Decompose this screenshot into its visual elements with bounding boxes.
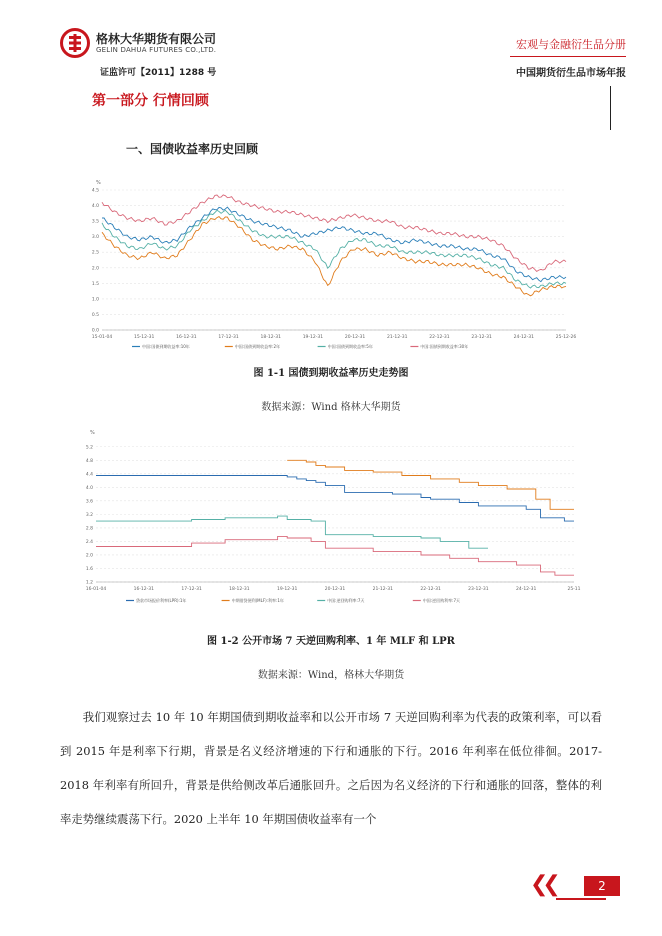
x-tick-label: 20-12-31 bbox=[324, 587, 346, 592]
y-tick-label: 4.0 bbox=[85, 485, 93, 491]
header-vertical-rule bbox=[610, 86, 611, 130]
x-tick-label: 16-01-04 bbox=[85, 587, 107, 592]
figure1-source: 数据来源：Wind 格林大华期货 bbox=[261, 402, 401, 413]
x-tick-label: 24-12-31 bbox=[515, 587, 537, 592]
paragraph-text: 我们观察过去 10 年 10 年期国债到期收益率和以公开市场 7 天逆回购利率为代表的政策利率，可以看到 2015 年是利率下行期，背景是名义经济增速的下行和通胀的下行。2016 年利率在低位徘徊。2017-2018 年利率有所回升，背景是供给侧改革后通胀回升。之后因为名义经济的下行和通胀的回落，整体的利率走势继续震荡下行。2020 上半年 10 年期国债收益率有一个 bbox=[60, 710, 602, 826]
x-tick-label: 21-12-31 bbox=[387, 335, 408, 340]
x-tick-label: 21-12-31 bbox=[372, 587, 394, 592]
body-paragraph bbox=[60, 700, 602, 836]
legend-label: 中国:逆回购利率:7天 bbox=[422, 598, 461, 603]
y-tick-label: 4.4 bbox=[85, 472, 93, 478]
y-tick-label: 2.0 bbox=[85, 553, 93, 559]
header-rule bbox=[510, 56, 626, 57]
x-tick-label: 17-12-31 bbox=[218, 335, 239, 340]
x-tick-label: 22-12-31 bbox=[429, 335, 450, 340]
footer-rule bbox=[556, 898, 606, 900]
company-name-en: GELIN DAHUA FUTURES CO.,LTD. bbox=[96, 46, 217, 54]
chart-policy-rates bbox=[84, 426, 582, 608]
legend-label: 贷款市场报价利率(LPR):1年 bbox=[136, 598, 187, 603]
y-tick-label: 3.6 bbox=[85, 499, 93, 505]
y-tick-label: 2.0 bbox=[91, 266, 99, 272]
y-unit-label: % bbox=[90, 430, 95, 436]
x-tick-label: 23-12-31 bbox=[468, 587, 489, 592]
y-unit-label: % bbox=[96, 180, 101, 186]
legend-label: 中国:国债到期收益率:30年 bbox=[420, 344, 469, 349]
y-tick-label: 1.5 bbox=[91, 281, 99, 287]
section-title: 一、国债收益率历史回顾 bbox=[126, 142, 259, 156]
y-tick-label: 3.2 bbox=[85, 512, 93, 518]
x-tick-label: 23-12-31 bbox=[471, 335, 492, 340]
x-tick-label: 18-12-31 bbox=[260, 335, 281, 340]
company-logo bbox=[60, 28, 90, 58]
legend-label: 中国:国债到期收益率:2年 bbox=[234, 344, 281, 349]
company-name-cn: 格林大华期货有限公司 bbox=[96, 32, 217, 46]
y-tick-label: 1.0 bbox=[91, 297, 99, 303]
x-tick-label: 16-12-31 bbox=[133, 587, 155, 592]
x-tick-label: 22-12-31 bbox=[420, 587, 441, 592]
legend-label: 中国:逆回购利率:7天 bbox=[327, 598, 365, 603]
series-line-2 bbox=[96, 516, 488, 548]
x-tick-label: 15-01-04 bbox=[91, 335, 113, 340]
report-title: 中国期货衍生品市场年报 bbox=[516, 68, 626, 79]
chart-bond-yields bbox=[88, 172, 577, 354]
x-tick-label: 16-12-31 bbox=[176, 335, 197, 340]
x-tick-label: 19-12-31 bbox=[302, 335, 324, 340]
series-line-1 bbox=[287, 460, 574, 509]
department-title: 宏观与金融衍生品分册 bbox=[516, 38, 626, 51]
legend-label: 中国:国债到期收益率:5年 bbox=[327, 344, 373, 349]
legend-label: 中期借贷便利(MLF):利率:1年 bbox=[231, 598, 284, 603]
series-line-0 bbox=[96, 476, 574, 522]
y-tick-label: 2.5 bbox=[91, 250, 99, 256]
y-tick-label: 1.6 bbox=[85, 566, 93, 572]
series-line-3 bbox=[96, 536, 574, 575]
x-tick-label: 18-12-31 bbox=[229, 587, 250, 592]
license-number: 证监许可【2011】1288 号 bbox=[100, 68, 217, 78]
y-tick-label: 0.0 bbox=[91, 328, 99, 334]
y-tick-label: 2.4 bbox=[85, 539, 93, 545]
y-tick-label: 3.0 bbox=[91, 235, 99, 241]
figure2-caption: 图 1-2 公开市场 7 天逆回购利率、1 年 MLF 和 LPR bbox=[207, 636, 455, 647]
figure2-source: 数据来源：Wind，格林大华期货 bbox=[257, 670, 405, 681]
x-tick-label: 17-12-31 bbox=[181, 587, 202, 592]
series-line-0 bbox=[102, 207, 566, 282]
x-tick-label: 19-12-31 bbox=[276, 587, 298, 592]
y-tick-label: 0.5 bbox=[91, 312, 99, 318]
y-tick-label: 4.8 bbox=[85, 458, 93, 464]
x-tick-label: 25-12-26 bbox=[555, 335, 577, 340]
figure1-caption: 图 1-1 国债到期收益率历史走势图 bbox=[253, 368, 409, 379]
x-tick-label: 20-12-31 bbox=[344, 335, 366, 340]
y-tick-label: 2.8 bbox=[85, 526, 93, 532]
part-title: 第一部分 行情回顾 bbox=[92, 93, 209, 109]
series-line-3 bbox=[102, 195, 566, 272]
legend-label: 中国:国债到期收益率:10年 bbox=[142, 344, 190, 349]
y-tick-label: 4.5 bbox=[91, 188, 99, 194]
y-tick-label: 3.5 bbox=[91, 219, 99, 225]
page-number: 2 bbox=[584, 876, 620, 896]
x-tick-label: 25-11 bbox=[567, 587, 581, 592]
x-tick-label: 15-12-31 bbox=[133, 335, 155, 340]
chevron-left-icon: ❮❮ bbox=[530, 872, 555, 897]
y-tick-label: 1.2 bbox=[85, 580, 93, 586]
x-tick-label: 24-12-31 bbox=[513, 335, 535, 340]
y-tick-label: 5.2 bbox=[85, 445, 93, 451]
y-tick-label: 4.0 bbox=[91, 204, 99, 210]
